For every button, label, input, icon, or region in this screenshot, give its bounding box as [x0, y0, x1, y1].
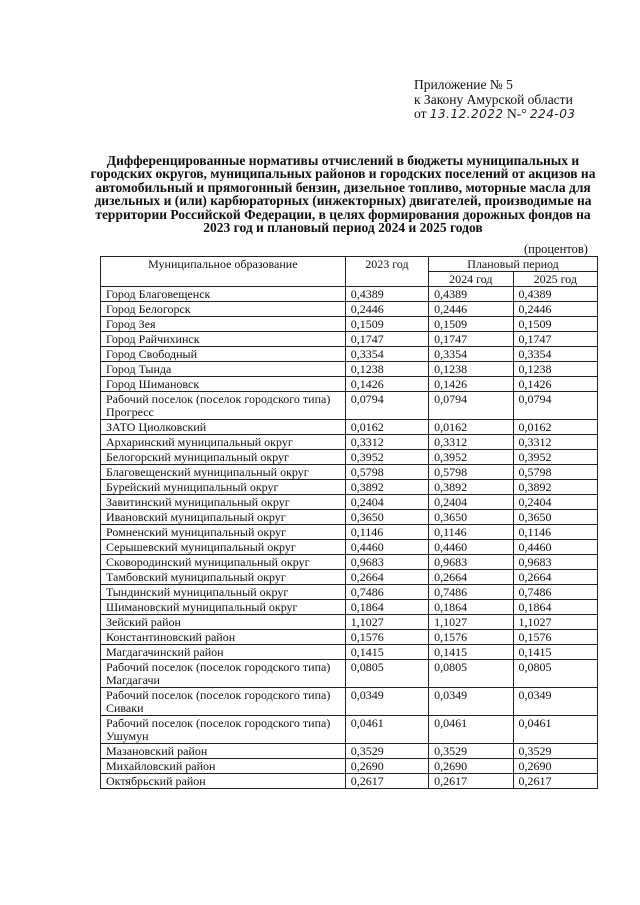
value-2024-cell: 0,3312: [429, 435, 513, 450]
value-2024-cell: 0,2690: [429, 759, 513, 774]
value-2024-cell: 0,2617: [429, 774, 513, 789]
table-row: [101, 716, 598, 744]
value-2023-cell: 0,9683: [345, 555, 428, 570]
value-2025-cell: 0,5798: [513, 465, 597, 480]
table-row: [101, 317, 598, 332]
value-2024-cell: 0,3892: [429, 480, 513, 495]
value-2023-cell: 0,1747: [345, 332, 428, 347]
table-row: [101, 302, 598, 317]
table-row: [101, 392, 598, 420]
value-2024-cell: 0,5798: [429, 465, 513, 480]
value-2025-cell: 0,3354: [513, 347, 597, 362]
value-2024-cell: 0,1415: [429, 645, 513, 660]
handwritten-number: 224-03: [529, 107, 576, 121]
value-2025-cell: 0,7486: [513, 585, 597, 600]
value-2023-cell: 0,5798: [345, 465, 428, 480]
appendix-number: Приложение № 5: [414, 77, 513, 92]
value-2024-cell: 0,1146: [429, 525, 513, 540]
value-2023-cell: 0,0805: [345, 660, 428, 688]
value-2024-cell: 1,1027: [429, 615, 513, 630]
value-2024-cell: 0,1864: [429, 600, 513, 615]
municipality-cell: Ивановский муниципальный округ: [101, 510, 346, 525]
value-2023-cell: 0,3529: [345, 744, 428, 759]
value-2023-cell: 0,1864: [345, 600, 428, 615]
value-2024-cell: 0,1576: [429, 630, 513, 645]
value-2024-cell: 0,2404: [429, 495, 513, 510]
value-2023-cell: 0,2617: [345, 774, 428, 789]
table-row: [101, 585, 598, 600]
value-2023-cell: 0,1509: [345, 317, 428, 332]
value-2025-cell: 0,1238: [513, 362, 597, 377]
value-2025-cell: 0,0461: [513, 716, 597, 744]
municipality-cell: Город Тында: [101, 362, 346, 377]
value-2023-cell: 0,1576: [345, 630, 428, 645]
table-row: [101, 525, 598, 540]
value-2023-cell: 0,4389: [345, 287, 428, 302]
header-municipality: Муниципальное образование: [101, 257, 346, 287]
appendix-date-number: [414, 107, 576, 122]
table-row: [101, 420, 598, 435]
number-prefix: N-°: [506, 106, 527, 121]
table-row: [101, 759, 598, 774]
table-header-row: [101, 257, 598, 272]
units-label: (процентов): [524, 242, 588, 256]
value-2023-cell: 0,3952: [345, 450, 428, 465]
value-2025-cell: 0,1747: [513, 332, 597, 347]
value-2025-cell: 0,3892: [513, 480, 597, 495]
table-row: [101, 660, 598, 688]
value-2025-cell: 0,0162: [513, 420, 597, 435]
table-row: [101, 688, 598, 716]
value-2023-cell: 0,1238: [345, 362, 428, 377]
municipality-cell: Шимановский муниципальный округ: [101, 600, 346, 615]
table-row: [101, 495, 598, 510]
value-2025-cell: 0,3952: [513, 450, 597, 465]
municipality-cell: Город Белогорск: [101, 302, 346, 317]
municipality-cell: Зейский район: [101, 615, 346, 630]
value-2024-cell: 0,3354: [429, 347, 513, 362]
value-2023-cell: 0,2446: [345, 302, 428, 317]
table-row: [101, 347, 598, 362]
value-2023-cell: 0,0794: [345, 392, 428, 420]
value-2025-cell: 0,1864: [513, 600, 597, 615]
value-2023-cell: 0,0162: [345, 420, 428, 435]
value-2023-cell: 1,1027: [345, 615, 428, 630]
appendix-law-reference: к Закону Амурской области: [414, 91, 573, 107]
value-2024-cell: 0,0794: [429, 392, 513, 420]
municipality-cell: Бурейский муниципальный округ: [101, 480, 346, 495]
value-2025-cell: 0,0805: [513, 660, 597, 688]
table-row: [101, 555, 598, 570]
municipality-cell: Архаринский муниципальный округ: [101, 435, 346, 450]
value-2025-cell: 0,1509: [513, 317, 597, 332]
value-2024-cell: 0,3650: [429, 510, 513, 525]
value-2025-cell: 0,1415: [513, 645, 597, 660]
table-row: [101, 645, 598, 660]
municipality-cell: Сковородинский муниципальный округ: [101, 555, 346, 570]
value-2023-cell: 0,2690: [345, 759, 428, 774]
value-2024-cell: 0,9683: [429, 555, 513, 570]
appendix-header: [414, 78, 576, 122]
value-2023-cell: 0,3354: [345, 347, 428, 362]
value-2023-cell: 0,2404: [345, 495, 428, 510]
value-2025-cell: 0,3312: [513, 435, 597, 450]
value-2023-cell: 0,1146: [345, 525, 428, 540]
municipality-cell: Город Шимановск: [101, 377, 346, 392]
value-2024-cell: 0,1426: [429, 377, 513, 392]
norms-table: [100, 256, 598, 789]
municipality-cell: Ромненский муниципальный округ: [101, 525, 346, 540]
municipality-cell: Михайловский район: [101, 759, 346, 774]
value-2023-cell: 0,1426: [345, 377, 428, 392]
value-2023-cell: 0,2664: [345, 570, 428, 585]
table-row: [101, 450, 598, 465]
municipality-cell: Белогорский муниципальный округ: [101, 450, 346, 465]
value-2025-cell: 0,2446: [513, 302, 597, 317]
header-2023: 2023 год: [345, 257, 428, 287]
table-row: [101, 570, 598, 585]
value-2023-cell: 0,3312: [345, 435, 428, 450]
value-2024-cell: 0,4389: [429, 287, 513, 302]
municipality-cell: Город Райчихинск: [101, 332, 346, 347]
value-2023-cell: 0,0349: [345, 688, 428, 716]
municipality-cell: Серышевский муниципальный округ: [101, 540, 346, 555]
value-2025-cell: 0,4460: [513, 540, 597, 555]
value-2024-cell: 0,0349: [429, 688, 513, 716]
date-prefix: от: [414, 106, 427, 121]
municipality-cell: Рабочий поселок (поселок городского типа) Ушумун: [101, 716, 346, 744]
table-row: [101, 362, 598, 377]
municipality-cell: Город Благовещенск: [101, 287, 346, 302]
value-2025-cell: 0,3650: [513, 510, 597, 525]
value-2025-cell: 0,0794: [513, 392, 597, 420]
value-2025-cell: 0,2617: [513, 774, 597, 789]
table-row: [101, 480, 598, 495]
value-2024-cell: 0,2664: [429, 570, 513, 585]
value-2023-cell: 0,4460: [345, 540, 428, 555]
value-2024-cell: 0,4460: [429, 540, 513, 555]
municipality-cell: Константиновский район: [101, 630, 346, 645]
municipality-cell: Тамбовский муниципальный округ: [101, 570, 346, 585]
value-2024-cell: 0,0461: [429, 716, 513, 744]
municipality-cell: Тындинский муниципальный округ: [101, 585, 346, 600]
municipality-cell: Город Зея: [101, 317, 346, 332]
table-row: [101, 287, 598, 302]
table-body: [101, 287, 598, 789]
table-row: [101, 600, 598, 615]
table-row: [101, 630, 598, 645]
municipality-cell: Рабочий поселок (поселок городского типа) Прогресс: [101, 392, 346, 420]
municipality-cell: Мазановский район: [101, 744, 346, 759]
table-row: [101, 332, 598, 347]
value-2025-cell: 0,1576: [513, 630, 597, 645]
header-2024: 2024 год: [429, 272, 513, 287]
value-2024-cell: 0,1238: [429, 362, 513, 377]
table-row: [101, 615, 598, 630]
value-2025-cell: 0,1146: [513, 525, 597, 540]
municipality-cell: Магдагачинский район: [101, 645, 346, 660]
table-row: [101, 540, 598, 555]
value-2024-cell: 0,1747: [429, 332, 513, 347]
municipality-cell: Благовещенский муниципальный округ: [101, 465, 346, 480]
value-2023-cell: 0,1415: [345, 645, 428, 660]
value-2025-cell: 0,9683: [513, 555, 597, 570]
municipality-cell: Завитинский муниципальный округ: [101, 495, 346, 510]
value-2025-cell: 0,2404: [513, 495, 597, 510]
value-2025-cell: 0,2690: [513, 759, 597, 774]
municipality-cell: Рабочий поселок (поселок городского типа) Сиваки: [101, 688, 346, 716]
table-row: [101, 465, 598, 480]
value-2023-cell: 0,7486: [345, 585, 428, 600]
value-2024-cell: 0,0805: [429, 660, 513, 688]
value-2023-cell: 0,3650: [345, 510, 428, 525]
municipality-cell: Город Свободный: [101, 347, 346, 362]
value-2024-cell: 0,3529: [429, 744, 513, 759]
municipality-cell: Октябрьский район: [101, 774, 346, 789]
value-2024-cell: 0,3952: [429, 450, 513, 465]
municipality-cell: ЗАТО Циолковский: [101, 420, 346, 435]
value-2025-cell: 0,0349: [513, 688, 597, 716]
table-row: [101, 744, 598, 759]
table-row: [101, 774, 598, 789]
value-2024-cell: 0,2446: [429, 302, 513, 317]
value-2025-cell: 1,1027: [513, 615, 597, 630]
value-2025-cell: 0,1426: [513, 377, 597, 392]
table-row: [101, 377, 598, 392]
value-2024-cell: 0,0162: [429, 420, 513, 435]
table-row: [101, 510, 598, 525]
header-2025: 2025 год: [513, 272, 597, 287]
municipality-cell: Рабочий поселок (поселок городского типа) Магдагачи: [101, 660, 346, 688]
value-2025-cell: 0,3529: [513, 744, 597, 759]
header-planning-period: Плановый период: [429, 257, 598, 272]
value-2024-cell: 0,1509: [429, 317, 513, 332]
value-2025-cell: 0,2664: [513, 570, 597, 585]
handwritten-date: 13.12.2022: [429, 107, 504, 121]
document-title: Дифференцированные нормативы отчислений в бюджеты муниципальных и городских округов, муниципальных районов и городских поселений от акцизов на автомобильный и прямогонный бензин, дизельное топливо, моторные масла для дизельных и (или) карбюраторных (инжекторных) двигателей, производимые на территории Российской Федерации, в целях формирования дорожных фондов на 2023 год и плановый период 2024 и 2025 годов: [90, 153, 596, 236]
value-2023-cell: 0,0461: [345, 716, 428, 744]
value-2023-cell: 0,3892: [345, 480, 428, 495]
value-2024-cell: 0,7486: [429, 585, 513, 600]
table-row: [101, 435, 598, 450]
value-2025-cell: 0,4389: [513, 287, 597, 302]
